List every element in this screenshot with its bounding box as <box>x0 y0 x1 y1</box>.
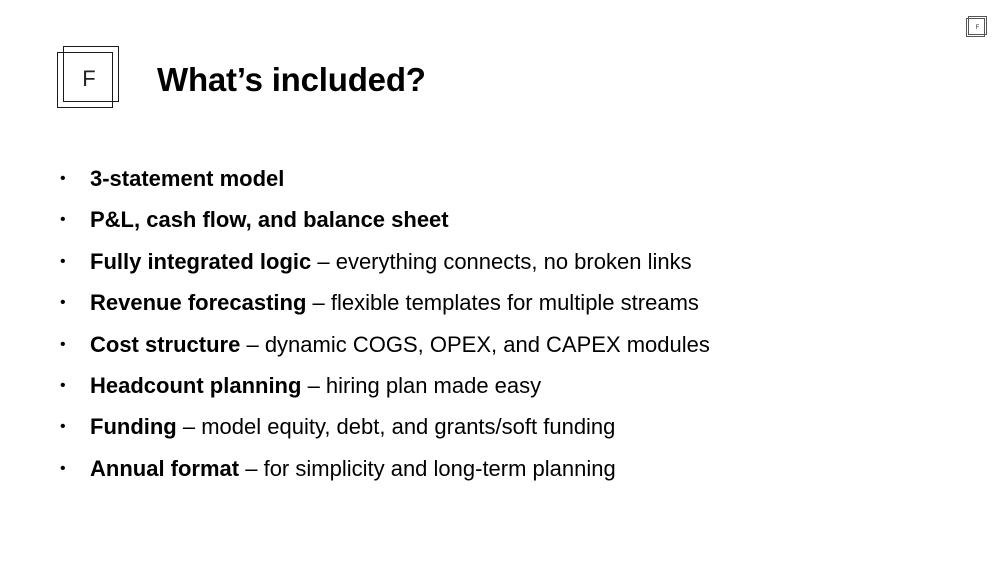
list-item <box>60 199 960 240</box>
list-item-text <box>90 158 284 199</box>
list-item-text <box>90 324 710 365</box>
bullet-icon: • <box>60 252 66 270</box>
company-logo <box>57 46 123 112</box>
list-item-text <box>90 241 692 282</box>
item-description: – for simplicity and long-term planning <box>239 455 616 481</box>
item-description: – flexible templates for multiple streams <box>306 290 699 316</box>
list-item <box>60 406 960 447</box>
item-heading: 3-statement model <box>90 166 285 191</box>
bullet-icon: • <box>60 376 66 394</box>
bullet-icon: • <box>60 170 66 187</box>
list-item-text <box>90 448 616 489</box>
list-item <box>60 158 960 199</box>
bullet-icon: • <box>60 211 66 229</box>
item-description: – dynamic COGS, OPEX, and CAPEX modules <box>240 331 710 357</box>
item-description: – model equity, debt, and grants/soft funding <box>176 414 616 440</box>
list-item <box>60 241 960 282</box>
item-heading: Headcount planning <box>90 372 302 398</box>
feature-list <box>60 158 960 489</box>
item-heading: Revenue forecasting <box>90 290 307 316</box>
list-item <box>60 282 960 323</box>
bullet-icon: • <box>60 294 66 312</box>
corner-logo-letter: F <box>975 24 980 31</box>
item-heading: Funding <box>90 414 177 440</box>
item-description: – hiring plan made easy <box>301 372 542 398</box>
item-heading: P&L, cash flow, and balance sheet <box>90 207 449 233</box>
list-item-text <box>90 365 541 406</box>
item-description: – everything connects, no broken links <box>311 248 692 274</box>
bullet-icon: • <box>60 459 66 477</box>
bullet-icon: • <box>60 335 66 353</box>
item-heading: Annual format <box>90 455 240 481</box>
logo-letter: F <box>82 66 96 91</box>
bullet-icon: • <box>60 418 66 436</box>
list-item-text <box>90 199 449 240</box>
list-item <box>60 365 960 406</box>
corner-logo <box>966 16 988 38</box>
list-item <box>60 324 960 365</box>
list-item <box>60 448 960 489</box>
list-item-text <box>90 282 699 323</box>
item-heading: Fully integrated logic <box>90 248 312 274</box>
slide-title: What’s included? <box>157 61 426 98</box>
item-heading: Cost structure <box>90 331 241 357</box>
list-item-text <box>90 406 615 447</box>
